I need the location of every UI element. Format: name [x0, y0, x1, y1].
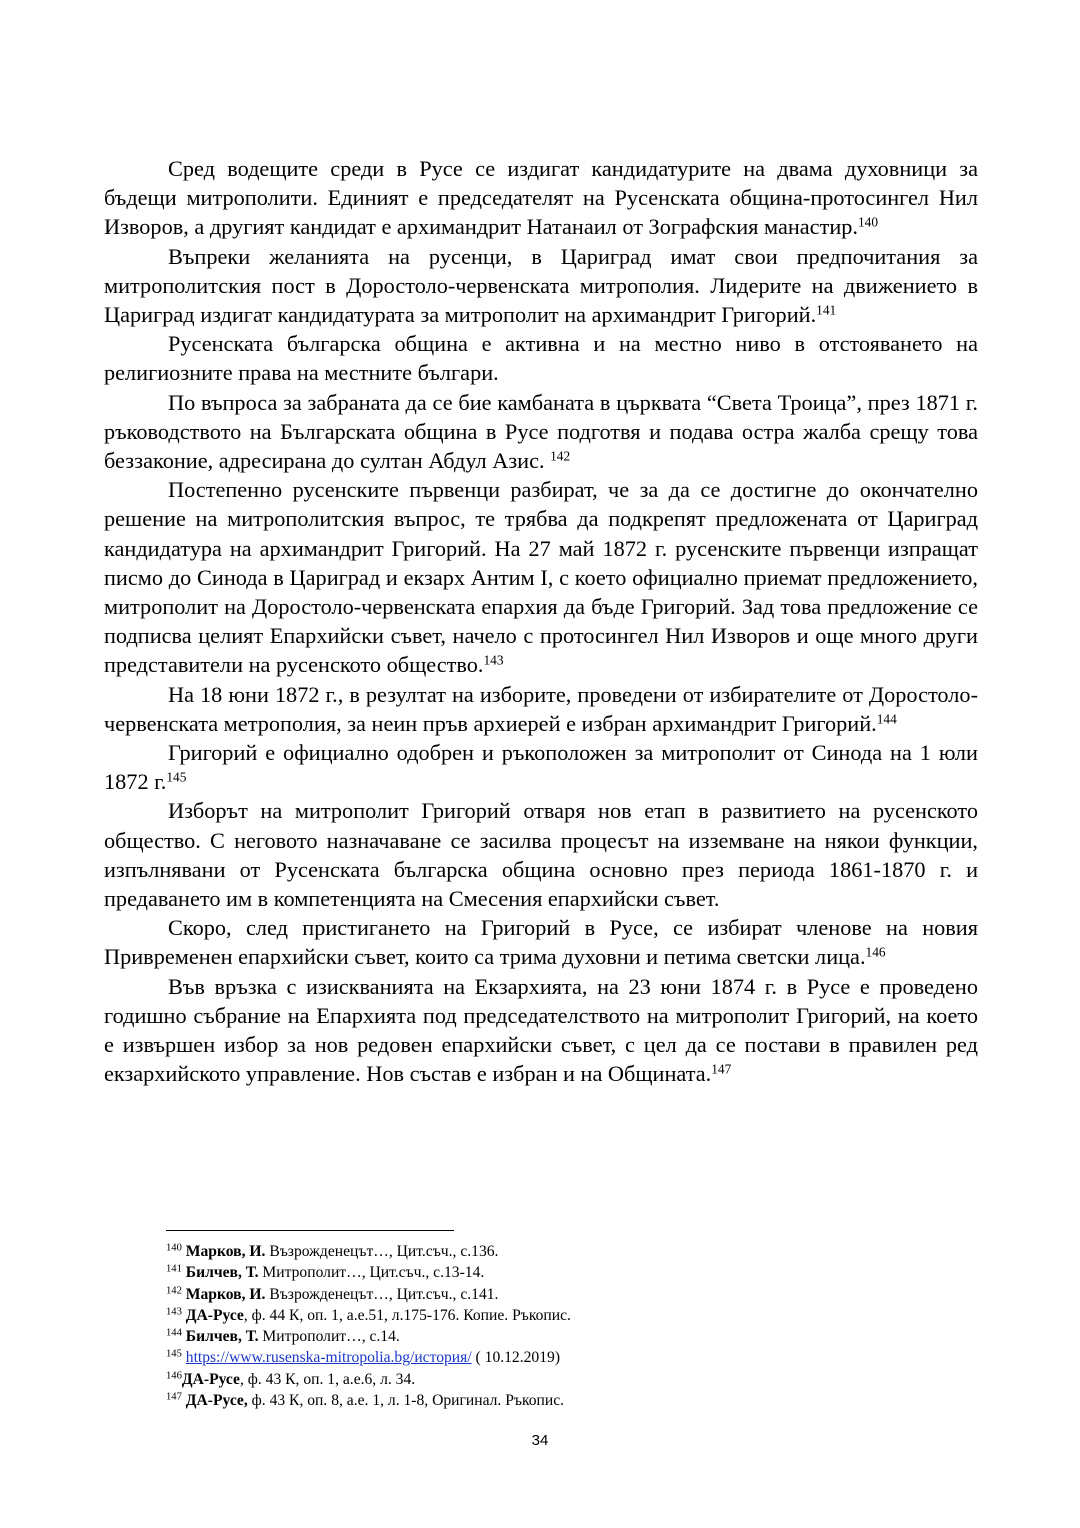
body-text: [104, 154, 978, 1089]
footnote-ref-142: 142: [550, 448, 571, 464]
footnote-ref-140: 140: [857, 215, 879, 231]
footnote-ref-147: 147: [711, 1061, 732, 1077]
page-number: 34: [531, 1432, 549, 1449]
paragraph-1: Сред водещите среди в Русе се издигат кандидатурите на двама духовници за бъдещи митрополити. Единият е председателят на Русенската община-протосингел Нил Изворов, а другият кандидат е архимандрит Натанаил от Зографския манастир.$^{140}$: [104, 156, 978, 240]
footnotes: [166, 1241, 986, 1411]
footnote-ref-146: 146: [865, 945, 886, 961]
paragraph-10: Във връзка с изискванията на Екзархията, на 23 юни 1874 г. в Русе е проведено годишно събрание на Епархията под председателството на митрополит Григорий, на което е извършен избор за нов редовен епархийски съвет, с цел да се постави в правилен ред екзархийското управление. Нов състав е избран и на Общината.$^{147}$: [104, 973, 978, 1087]
paragraph-3: Русенската българска община е активна и на местно ниво в отстояването на религиозните права на местните българи.: [104, 331, 978, 386]
footnote-ref-144: 144: [876, 711, 897, 727]
paragraph-2: Въпреки желанията на русенци, в Цариград имат свои предпочитания за митрополитския пост в Доростоло-червенската митрополия. Лидерите на движението в Цариград издигат кандидатурата за митрополит на архимандрит Григорий.$^{141}$: [104, 243, 978, 328]
footnote-147: $^{147}$ ДА-Русе, ф. 43 К, оп. 8, а.е. 1, л. 1-8, Оригинал. Ръкопис.: [166, 1391, 565, 1410]
footnote-ref-141: 141: [816, 302, 837, 318]
paragraph-4: По въпроса за забраната да се бие камбаната в църквата “Света Троица”, през 1871 г. ръководството на Българската община в Русе подготвя и подава остра жалба срещу това беззаконие, адресирана до султан Абдул Азис. $^{142}$: [104, 389, 978, 474]
paragraph-7: Григорий е официално одобрен и ръкоположен за митрополит от Синода на 1 юли 1872 г.$^{145}$: [104, 740, 978, 795]
footnote-142: $^{142}$ Марков, И. Възрожденецът…, Цит.съч., с.141.: [166, 1285, 499, 1303]
footnote-link[interactable]: https://www.rusenska-mitropolia.bg/история/: [185, 1349, 472, 1367]
footnote-143: $^{143}$ ДА-Русе, ф. 44 К, оп. 1, а.е.51, л.175-176. Копие. Ръкопис.: [166, 1306, 571, 1324]
footnote-146: $^{146}$ДА-Русе, ф. 43 К, оп. 1, а.е.6, л. 34.: [166, 1370, 416, 1388]
footnote-140: $^{140}$ Марков, И. Възрожденецът…, Цит.съч., с.136.: [166, 1242, 499, 1260]
footnote-141: $^{141}$ Билчев, Т. Митрополит…, Цит.съч., с.13-14.: [166, 1264, 485, 1282]
paragraph-6: На 18 юни 1872 г., в резултат на изборите, проведени от избирателите от Доростоло-червенската метрополия, за неин пръв архиерей е избран архимандрит Григорий.$^{144}$: [104, 681, 978, 736]
paragraph-9: Скоро, след пристигането на Григорий в Русе, се избират членове на новия Привременен епархийски съвет, които са трима духовни и петима светски лица.$^{146}$: [104, 915, 978, 970]
paragraph-5: Постепенно русенските първенци разбират, че за да се достигне до окончателно решение на митрополитския въпрос, те трябва да подкрепят предложената от Цариград кандидатура на архимандрит Григорий. На 27 май 1872 г. русенските първенци изпращат писмо до Синода в Цариград и екзарх Антим I, с което официално приемат предложението, митрополит на Доростоло-червенската епархия да бъде Григорий. Зад това предложение се подписва целият Епархийски съвет, начело с протосингел Нил Изворов и още много други представители на русенското общество.$^{143}$: [104, 477, 978, 678]
footnote-ref-145: 145: [166, 769, 187, 785]
footnote-145: $^{145}$ https://www.rusenska-mitropolia.bg/история/ ( 10.12.2019): [166, 1349, 561, 1367]
footnote-separator: [166, 1230, 454, 1231]
footnote-ref-143: 143: [483, 653, 504, 669]
footnote-144: $^{144}$ Билчев, Т. Митрополит…, с.14.: [166, 1327, 400, 1346]
paragraph-8: Изборът на митрополит Григорий отваря нов етап в развитието на русенското общество. С неговото назначаване се засилва процесът на изземване на някои функции, изпълнявани от Русенската българска община основно през периода 1861-1870 г. и предаването им в компетенцията на Смесения епархийски съвет.: [104, 798, 978, 912]
